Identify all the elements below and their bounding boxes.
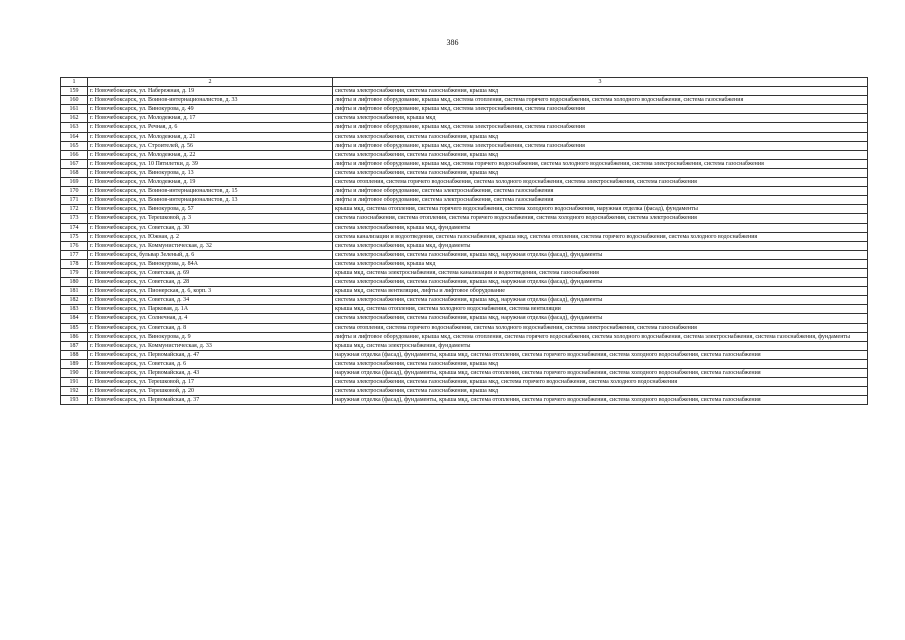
row-works: крыша мкд, система электроснабжения, система канализации и водоотведения, система газоснабжения <box>333 268 868 277</box>
table-row <box>61 332 868 341</box>
table-row <box>61 396 868 405</box>
row-number: 162 <box>61 114 88 123</box>
row-number: 186 <box>61 332 88 341</box>
row-works: система электроснабжения, система газоснабжения, крыша мкд, наружная отделка (фасад), фундаменты <box>333 250 868 259</box>
row-address: г. Новочебоксарск, ул. Парковая, д. 1А <box>88 305 333 314</box>
row-address: г. Новочебоксарск, ул. Советская, д. 34 <box>88 296 333 305</box>
row-address: г. Новочебоксарск, ул. Молодежная, д. 17 <box>88 114 333 123</box>
row-works: лифты и лифтовое оборудование, крыша мкд, система горячего водоснабжения, система холодного водоснабжения, система электроснабжения, система газоснабжения <box>333 159 868 168</box>
row-number: 178 <box>61 259 88 268</box>
table-row <box>61 250 868 259</box>
row-works: лифты и лифтовое оборудование, крыша мкд, система отопления, система горячего водоснабжения, система холодного водоснабжения, система электроснабжения, система газоснабжения, фундаменты <box>333 332 868 341</box>
row-number: 163 <box>61 123 88 132</box>
row-address: г. Новочебоксарск, ул. Винокурова, д. 84А <box>88 259 333 268</box>
row-number: 170 <box>61 187 88 196</box>
row-number: 192 <box>61 387 88 396</box>
table-row <box>61 132 868 141</box>
row-address: г. Новочебоксарск, ул. Набережная, д. 19 <box>88 87 333 96</box>
row-number: 173 <box>61 214 88 223</box>
row-address: г. Новочебоксарск, ул. Воинов-интернационалистов, д. 13 <box>88 196 333 205</box>
row-works: крыша мкд, система электроснабжения, фундаменты <box>333 341 868 350</box>
row-address: г. Новочебоксарск, ул. Винокурова, д. 13 <box>88 168 333 177</box>
row-number: 177 <box>61 250 88 259</box>
row-number: 172 <box>61 205 88 214</box>
row-address: г. Новочебоксарск, ул. Советская, д. 30 <box>88 223 333 232</box>
row-works: система электроснабжения, система газоснабжения, крыша мкд, система горячего водоснабжения, система холодного водоснабжения <box>333 378 868 387</box>
table-row <box>61 296 868 305</box>
row-works: лифты и лифтовое оборудование, система электроснабжения, система газоснабжения <box>333 187 868 196</box>
row-number: 190 <box>61 369 88 378</box>
row-works: лифты и лифтовое оборудование, крыша мкд, система электроснабжения, система газоснабжения <box>333 123 868 132</box>
row-number: 168 <box>61 168 88 177</box>
row-works: крыша мкд, система отопления, система горячего водоснабжения, система холодного водоснабжения, наружная отделка (фасад), фундаменты <box>333 205 868 214</box>
table-row <box>61 114 868 123</box>
row-works: система отопления, система горячего водоснабжения, система холодного водоснабжения, система электроснабжения, система газоснабжения <box>333 178 868 187</box>
table-row <box>61 159 868 168</box>
repair-works-table <box>60 77 868 405</box>
row-number: 179 <box>61 268 88 277</box>
page-number: 386 <box>446 38 459 47</box>
row-works: система электроснабжения, система газоснабжения, крыша мкд <box>333 359 868 368</box>
table-row <box>61 341 868 350</box>
row-works: наружная отделка (фасад), фундаменты, крыша мкд, система отопления, система горячего водоснабжения, система холодного водоснабжения, система газоснабжения <box>333 350 868 359</box>
row-address: г. Новочебоксарск, ул. Терешковой, д. 20 <box>88 387 333 396</box>
row-number: 159 <box>61 87 88 96</box>
table-row <box>61 196 868 205</box>
column-header-number: 1 <box>61 78 88 87</box>
row-works: система отопления, система горячего водоснабжения, система холодного водоснабжения, система электроснабжения, система газоснабжения <box>333 323 868 332</box>
table-row <box>61 359 868 368</box>
table-row <box>61 323 868 332</box>
table-row <box>61 232 868 241</box>
row-works: лифты и лифтовое оборудование, система электроснабжения, система газоснабжения <box>333 196 868 205</box>
row-number: 174 <box>61 223 88 232</box>
row-address: г. Новочебоксарск, ул. 10 Пятилетки, д. 39 <box>88 159 333 168</box>
row-works: система электроснабжения, система газоснабжения, крыша мкд <box>333 132 868 141</box>
row-works: система электроснабжения, система газоснабжения, крыша мкд <box>333 87 868 96</box>
row-number: 167 <box>61 159 88 168</box>
row-address: г. Новочебоксарск, ул. Советская, д. 6 <box>88 359 333 368</box>
row-number: 175 <box>61 232 88 241</box>
row-address: г. Новочебоксарск, ул. Коммунистическая, д. 32 <box>88 241 333 250</box>
row-works: система электроснабжения, система газоснабжения, крыша мкд, наружная отделка (фасад), фундаменты <box>333 314 868 323</box>
table-row <box>61 105 868 114</box>
table-row <box>61 87 868 96</box>
row-number: 182 <box>61 296 88 305</box>
row-works: наружная отделка (фасад), фундаменты, крыша мкд, система отопления, система горячего водоснабжения, система холодного водоснабжения, система газоснабжения <box>333 396 868 405</box>
table-row <box>61 223 868 232</box>
row-number: 187 <box>61 341 88 350</box>
row-number: 164 <box>61 132 88 141</box>
row-number: 180 <box>61 278 88 287</box>
row-address: г. Новочебоксарск, ул. Винокурова, д. 57 <box>88 205 333 214</box>
row-address: г. Новочебоксарск, ул. Советская, д. 8 <box>88 323 333 332</box>
row-address: г. Новочебоксарск, ул. Винокурова, д. 9 <box>88 332 333 341</box>
row-number: 188 <box>61 350 88 359</box>
row-works: система электроснабжения, крыша мкд <box>333 259 868 268</box>
row-works: система электроснабжения, система газоснабжения, крыша мкд <box>333 150 868 159</box>
row-works: система электроснабжения, крыша мкд, фундаменты <box>333 223 868 232</box>
table-row <box>61 268 868 277</box>
table-row <box>61 259 868 268</box>
row-works: система канализации и водоотведения, система газоснабжения, крыша мкд, система отопления, система горячего водоснабжения, система холодного водоснабжения <box>333 232 868 241</box>
row-number: 171 <box>61 196 88 205</box>
table-row <box>61 278 868 287</box>
table-row <box>61 387 868 396</box>
table-row <box>61 178 868 187</box>
table-row <box>61 205 868 214</box>
row-number: 161 <box>61 105 88 114</box>
table-row <box>61 350 868 359</box>
row-address: г. Новочебоксарск, ул. Терешковой, д. 3 <box>88 214 333 223</box>
row-address: г. Новочебоксарск, ул. Первомайская, д. 43 <box>88 369 333 378</box>
row-works: система электроснабжения, система газоснабжения, крыша мкд, наружная отделка (фасад), фундаменты <box>333 278 868 287</box>
row-works: система электроснабжения, крыша мкд, фундаменты <box>333 241 868 250</box>
table-header-row <box>61 78 868 87</box>
table-row <box>61 305 868 314</box>
row-works: система электроснабжения, система газоснабжения, крыша мкд <box>333 168 868 177</box>
row-number: 191 <box>61 378 88 387</box>
table-row <box>61 96 868 105</box>
row-number: 184 <box>61 314 88 323</box>
row-number: 181 <box>61 287 88 296</box>
row-works: система электроснабжения, крыша мкд <box>333 114 868 123</box>
row-works: крыша мкд, система вентиляции, лифты и лифтовое оборудование <box>333 287 868 296</box>
row-address: г. Новочебоксарск, ул. Солнечная, д. 4 <box>88 314 333 323</box>
row-address: г. Новочебоксарск, ул. Молодежная, д. 22 <box>88 150 333 159</box>
row-address: г. Новочебоксарск, ул. Коммунистическая, д. 33 <box>88 341 333 350</box>
table-row <box>61 241 868 250</box>
row-address: г. Новочебоксарск, ул. Винокурова, д. 49 <box>88 105 333 114</box>
row-address: г. Новочебоксарск, ул. Советская, д. 69 <box>88 268 333 277</box>
table-row <box>61 123 868 132</box>
table-row <box>61 141 868 150</box>
row-address: г. Новочебоксарск, ул. Первомайская, д. 47 <box>88 350 333 359</box>
row-number: 193 <box>61 396 88 405</box>
row-works: система электроснабжения, система газоснабжения, крыша мкд <box>333 387 868 396</box>
row-address: г. Новочебоксарск, ул. Советская, д. 28 <box>88 278 333 287</box>
row-address: г. Новочебоксарск, ул. Первомайская, д. 37 <box>88 396 333 405</box>
row-number: 160 <box>61 96 88 105</box>
row-number: 169 <box>61 178 88 187</box>
column-header-address: 2 <box>88 78 333 87</box>
table-row <box>61 187 868 196</box>
table-row <box>61 150 868 159</box>
row-works: лифты и лифтовое оборудование, крыша мкд, система электроснабжения, система газоснабжения <box>333 105 868 114</box>
row-address: г. Новочебоксарск, ул. Южная, д. 2 <box>88 232 333 241</box>
row-address: г. Новочебоксарск, ул. Воинов-интернационалистов, д. 15 <box>88 187 333 196</box>
table-row <box>61 314 868 323</box>
row-number: 183 <box>61 305 88 314</box>
table-row <box>61 287 868 296</box>
row-number: 165 <box>61 141 88 150</box>
table-row <box>61 378 868 387</box>
table-row <box>61 369 868 378</box>
row-address: г. Новочебоксарск, ул. Строителей, д. 56 <box>88 141 333 150</box>
row-works: наружная отделка (фасад), фундаменты, крыша мкд, система отопления, система горячего водоснабжения, система холодного водоснабжения, система газоснабжения <box>333 369 868 378</box>
row-number: 176 <box>61 241 88 250</box>
row-number: 185 <box>61 323 88 332</box>
row-address: г. Новочебоксарск, ул. Молодежная, д. 19 <box>88 178 333 187</box>
row-number: 166 <box>61 150 88 159</box>
table-row <box>61 214 868 223</box>
row-address: г. Новочебоксарск, ул. Речная, д. 6 <box>88 123 333 132</box>
row-address: г. Новочебоксарск, ул. Пионерская, д. 6, корп. 3 <box>88 287 333 296</box>
table-body <box>61 87 868 405</box>
row-works: система газоснабжения, система отопления, система горячего водоснабжения, система холодного водоснабжения, система электроснабжения <box>333 214 868 223</box>
row-address: г. Новочебоксарск, ул. Воинов-интернационалистов, д. 33 <box>88 96 333 105</box>
row-number: 189 <box>61 359 88 368</box>
row-works: система электроснабжения, система газоснабжения, крыша мкд, наружная отделка (фасад), фундаменты <box>333 296 868 305</box>
row-address: г. Новочебоксарск, бульвар Зеленый, д. 6 <box>88 250 333 259</box>
table-row <box>61 168 868 177</box>
row-works: крыша мкд, система отопления, система холодного водоснабжения, система вентиляции <box>333 305 868 314</box>
row-works: лифты и лифтовое оборудование, крыша мкд, система электроснабжения, система газоснабжения <box>333 141 868 150</box>
row-address: г. Новочебоксарск, ул. Терешковой, д. 17 <box>88 378 333 387</box>
column-header-works: 3 <box>333 78 868 87</box>
row-address: г. Новочебоксарск, ул. Молодежная, д. 21 <box>88 132 333 141</box>
row-works: лифты и лифтовое оборудование, крыша мкд, система отопления, система горячего водоснабжения, система холодного водоснабжения, система газоснабжения <box>333 96 868 105</box>
